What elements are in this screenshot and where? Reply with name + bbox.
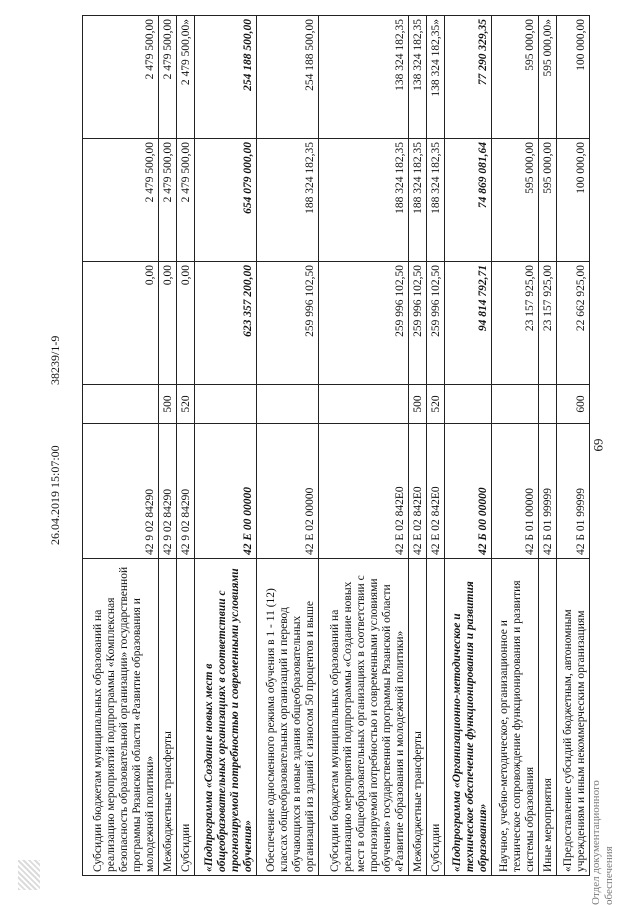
page-number: 69 — [591, 438, 606, 452]
table-row — [195, 16, 257, 876]
row-expense-type — [83, 385, 159, 424]
row-name: Научное, учебно-методическое, организационное и техническое сопровождение функционирования и развития системы образования — [492, 559, 539, 876]
row-sum-3: 2 479 500,00 — [83, 16, 159, 139]
row-sum-1: 23 157 925,00 — [492, 262, 539, 385]
row-expense-type: 500 — [159, 385, 177, 424]
row-sum-1: 94 814 792,71 — [445, 262, 492, 385]
row-name: «Подпрограмма «Создание новых мест в общеобразовательных организациях в соответствии с прогнозируемой потребностью и современными условиями обучения» — [195, 559, 257, 876]
row-sum-2: 188 324 182,35 — [256, 139, 318, 262]
row-code: 42 Б 01 99999 — [557, 424, 590, 559]
row-sum-1: 22 662 925,00 — [557, 262, 590, 385]
row-name: Межбюджетные трансферты — [159, 559, 177, 876]
row-name: Субсидии — [427, 559, 445, 876]
row-code: 42 Б 00 00000 — [445, 424, 492, 559]
row-sum-3: 595 000,00 — [492, 16, 539, 139]
row-code: 42 Б 01 00000 — [492, 424, 539, 559]
stamp-line-2: обеспечения — [603, 846, 615, 905]
row-sum-1: 259 996 102,50 — [427, 262, 445, 385]
footer-date: 26.04.2019 15:07:00 — [48, 445, 62, 545]
row-sum-2: 2 479 500,00 — [159, 139, 177, 262]
row-code: 42 Е 02 00000 — [256, 424, 318, 559]
row-sum-2: 188 324 182,35 — [409, 139, 427, 262]
row-sum-1: 0,00 — [177, 262, 195, 385]
table-row — [83, 16, 159, 876]
row-code: 42 Е 02 842Е0 — [409, 424, 427, 559]
row-code: 42 9 02 84290 — [159, 424, 177, 559]
row-sum-3: 138 324 182,35 — [318, 16, 409, 139]
row-name: Субсидии бюджетам муниципальных образований на реализацию мероприятий подпрограммы «Создание новых мест в общеобразовательных организациях в соответствии с прогнозируемой потребностью и современными условиями обучения» государственной программы Рязанской области «Развитие образования и молодежной политики» — [318, 559, 409, 876]
row-sum-1: 259 996 102,50 — [318, 262, 409, 385]
row-name: Субсидии бюджетам муниципальных образований на реализацию мероприятий подпрограммы «Комплексная безопасность образовательной организации» государственной программы Рязанской области «Развитие образования и молодежной политики» — [83, 559, 159, 876]
table-row — [557, 16, 590, 876]
row-sum-3: 2 479 500,00 — [159, 16, 177, 139]
row-sum-2: 2 479 500,00 — [177, 139, 195, 262]
row-sum-2: 74 869 081,64 — [445, 139, 492, 262]
row-code: 42 Б 01 99999 — [539, 424, 557, 559]
row-sum-2: 188 324 182,35 — [427, 139, 445, 262]
row-sum-1: 259 996 102,50 — [256, 262, 318, 385]
row-name: «Предоставление субсидий бюджетным, автономным учреждениям и иным некоммерческим организациям — [557, 559, 590, 876]
table-row — [492, 16, 539, 876]
row-code: 42 Е 00 00000 — [195, 424, 257, 559]
table-row — [409, 16, 427, 876]
row-sum-2: 100 000,00 — [557, 139, 590, 262]
table-row — [256, 16, 318, 876]
row-sum-1: 259 996 102,50 — [409, 262, 427, 385]
row-expense-type: 520 — [177, 385, 195, 424]
row-name: Обеспечение односменного режима обучения в 1 - 11 (12) классах общеобразовательных организаций и перевод обучающихся в новые здания общеобразовательных организаций из зданий с износом 50 процентов и выше — [256, 559, 318, 876]
row-expense-type — [445, 385, 492, 424]
row-sum-2: 654 079 000,00 — [195, 139, 257, 262]
row-name: Иные мероприятия — [539, 559, 557, 876]
row-sum-3: 595 000,00» — [539, 16, 557, 139]
row-sum-3: 138 324 182,35» — [427, 16, 445, 139]
row-sum-2: 188 324 182,35 — [318, 139, 409, 262]
row-expense-type: 520 — [427, 385, 445, 424]
row-sum-2: 2 479 500,00 — [83, 139, 159, 262]
row-sum-1: 623 357 200,00 — [195, 262, 257, 385]
row-expense-type — [492, 385, 539, 424]
row-expense-type: 500 — [409, 385, 427, 424]
row-sum-1: 23 157 925,00 — [539, 262, 557, 385]
row-expense-type — [256, 385, 318, 424]
department-stamp — [590, 780, 616, 905]
row-sum-2: 595 000,00 — [492, 139, 539, 262]
table-row — [445, 16, 492, 876]
stamp-line-1: Отдел документационного — [590, 780, 602, 905]
row-sum-3: 77 290 329,35 — [445, 16, 492, 139]
row-code: 42 9 02 84290 — [83, 424, 159, 559]
table-row — [177, 16, 195, 876]
footer-document-code: 38239/1-9 — [48, 335, 62, 385]
row-sum-3: 138 324 182,35 — [409, 16, 427, 139]
table-row — [427, 16, 445, 876]
row-code: 42 Е 02 842Е0 — [318, 424, 409, 559]
row-sum-3: 254 188 500,00 — [256, 16, 318, 139]
row-sum-2: 595 000,00 — [539, 139, 557, 262]
row-code: 42 9 02 84290 — [177, 424, 195, 559]
row-expense-type — [195, 385, 257, 424]
row-name: Субсидии — [177, 559, 195, 876]
row-code: 42 Е 02 842Е0 — [427, 424, 445, 559]
row-sum-1: 0,00 — [83, 262, 159, 385]
row-sum-3: 254 188 500,00 — [195, 16, 257, 139]
table-row — [539, 16, 557, 876]
row-name: «Подпрограмма «Организационно-методическое и техническое обеспечение функционирования и развития образования» — [445, 559, 492, 876]
row-expense-type — [318, 385, 409, 424]
row-sum-3: 2 479 500,00» — [177, 16, 195, 139]
table-row — [318, 16, 409, 876]
scan-artifact — [18, 860, 40, 890]
row-name: Межбюджетные трансферты — [409, 559, 427, 876]
table-row — [159, 16, 177, 876]
budget-table-rotated — [82, 19, 590, 876]
row-expense-type — [539, 385, 557, 424]
row-sum-3: 100 000,00 — [557, 16, 590, 139]
row-expense-type: 600 — [557, 385, 590, 424]
row-sum-1: 0,00 — [159, 262, 177, 385]
budget-table — [82, 15, 590, 876]
